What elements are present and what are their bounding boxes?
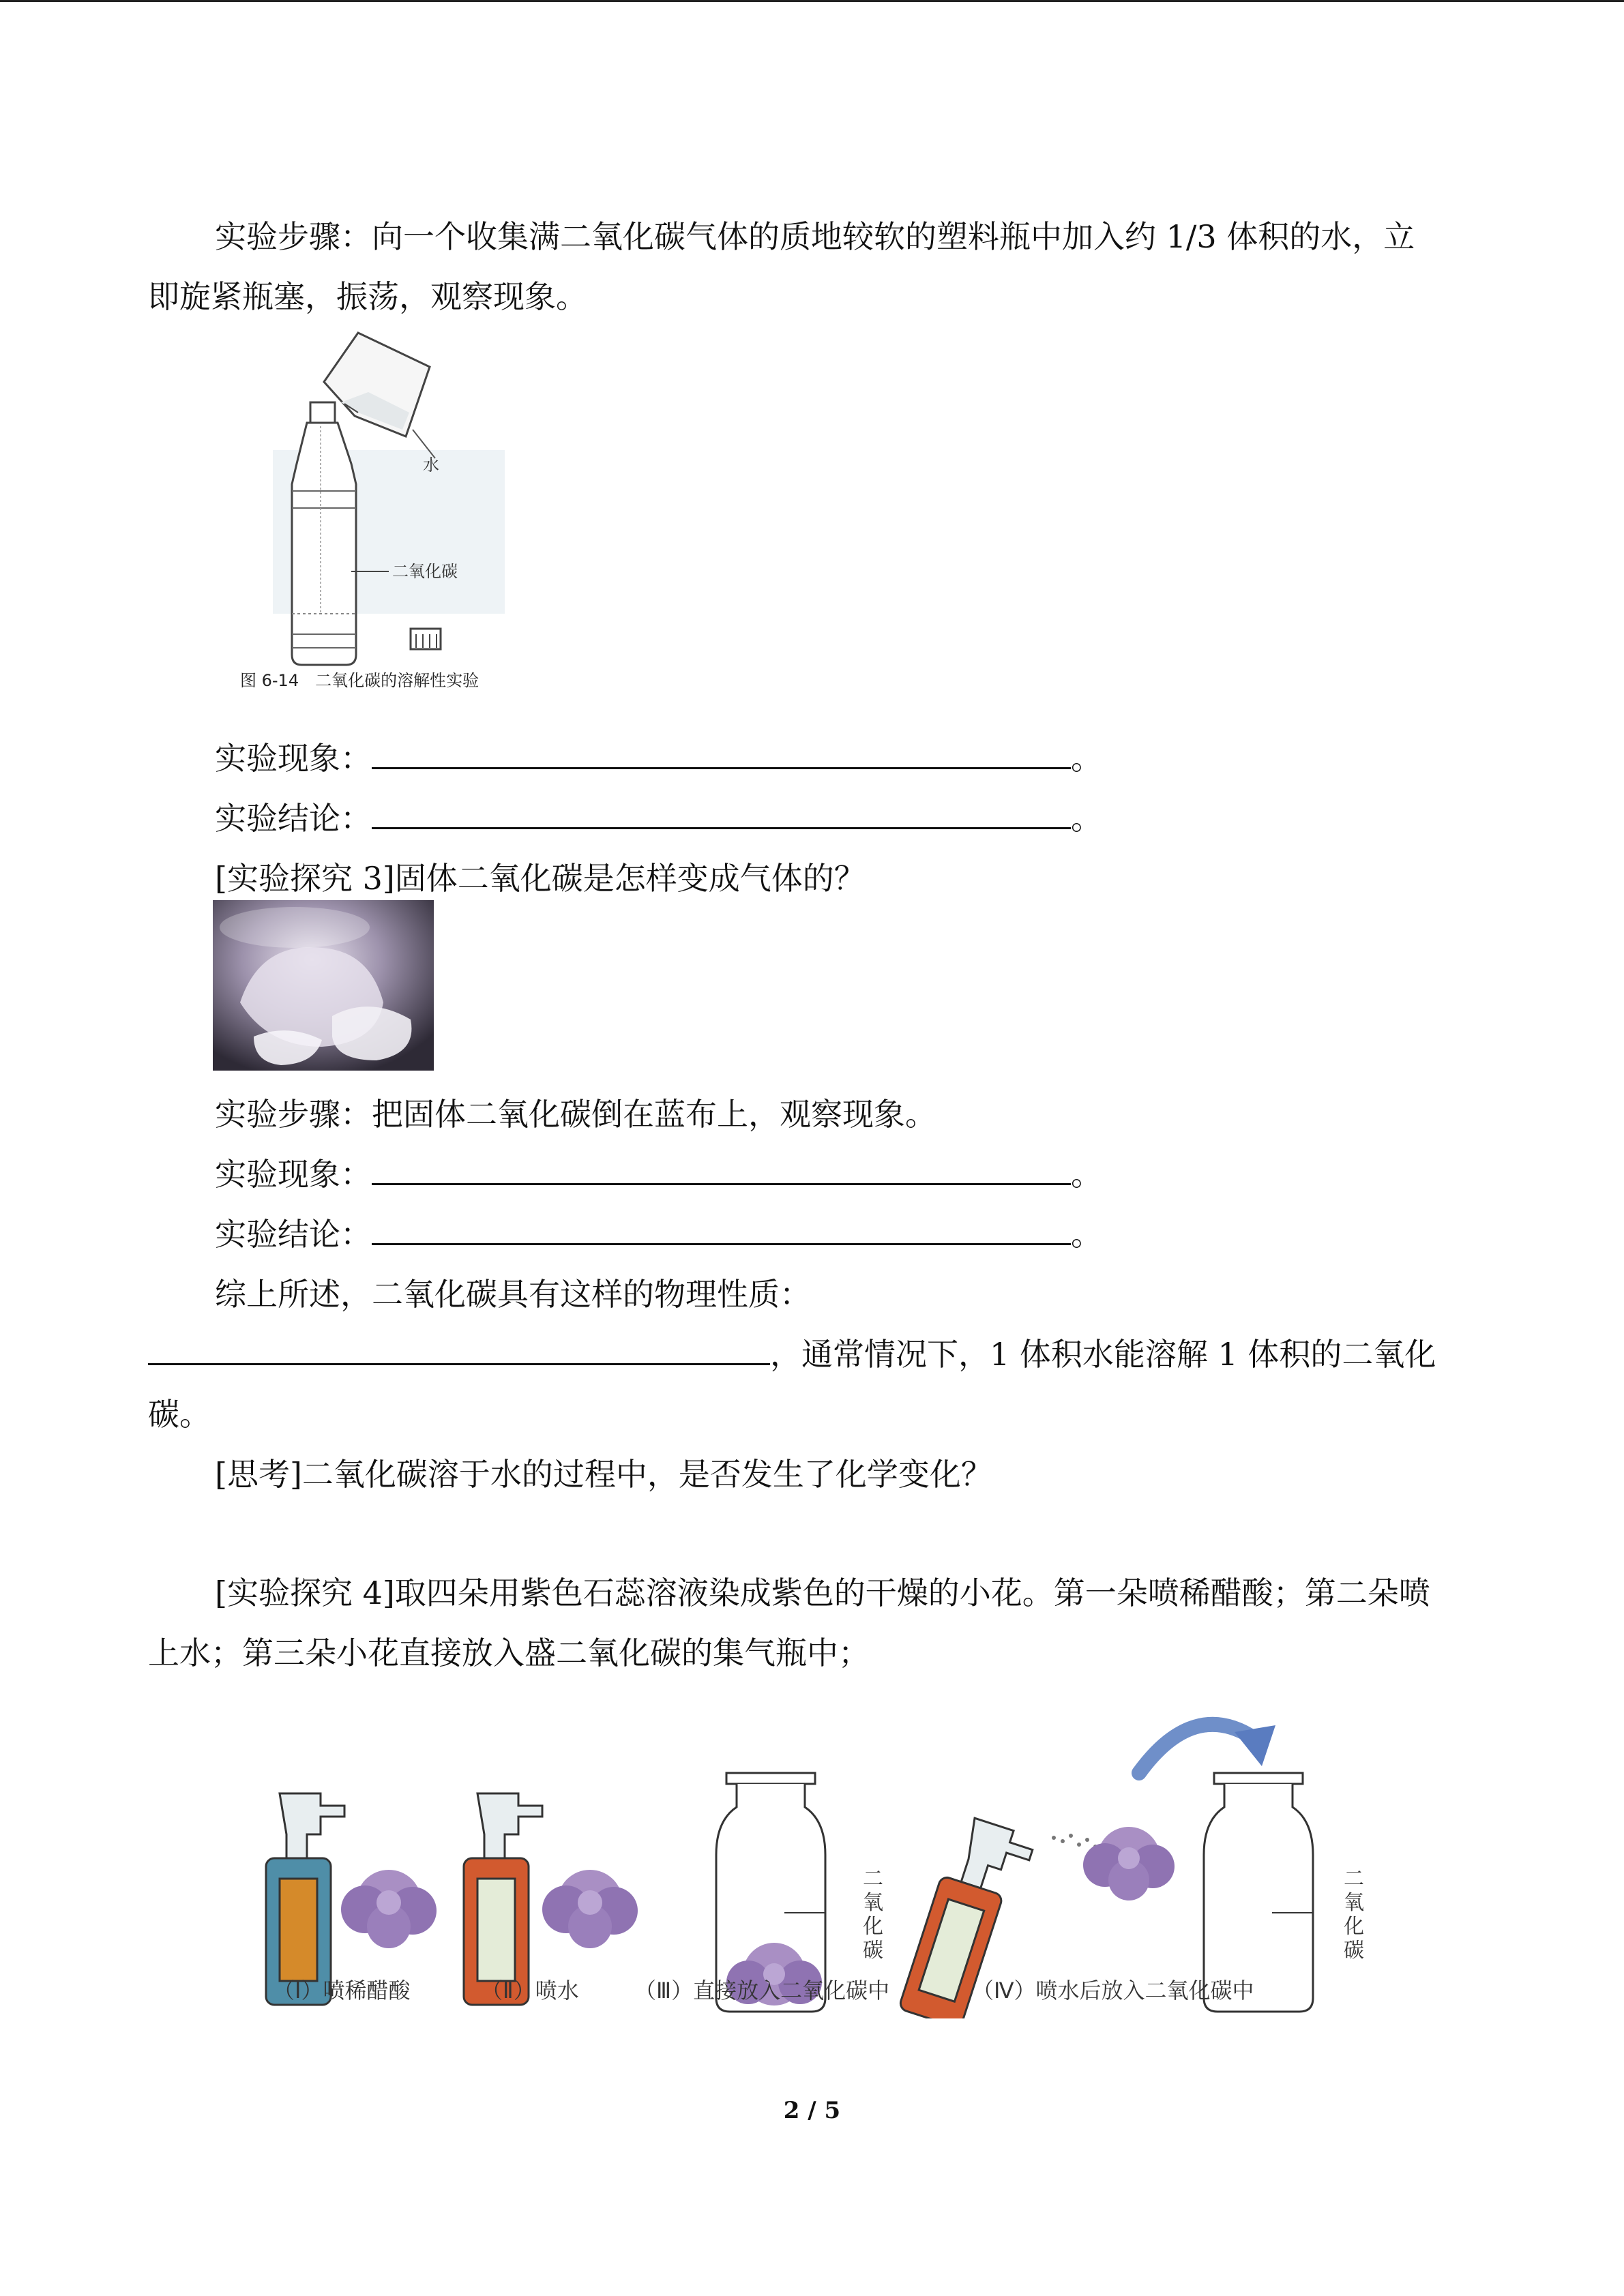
bottle-icon (292, 402, 356, 665)
conclusion-1-blank[interactable] (372, 797, 1071, 829)
observation-2 (215, 1144, 1102, 1204)
spray-bottle-water-icon (464, 1793, 542, 2005)
gas-jar-2-icon (1204, 1773, 1313, 2012)
step-bottle-line1: 实验步骤：向一个收集满二氧化碳气体的质地较软的塑料瓶中加入约 1/3 体积的水，立 (215, 218, 1415, 255)
observation-2-label: 实验现象： (215, 1156, 372, 1193)
bottle-cap-icon (411, 629, 441, 649)
conclusion-2 (215, 1204, 1102, 1264)
summary-blank[interactable] (148, 1333, 770, 1365)
jar-2-label (1344, 1867, 1364, 1963)
jar-1-label (863, 1867, 883, 1963)
page-number: 2 / 5 (783, 2097, 841, 2124)
spray-bottle-acid-icon (266, 1793, 344, 2005)
water-label: 水 (423, 456, 439, 475)
explore4-line1: [实验探究 4]取四朵用紫色石蕊溶液染成紫色的干燥的小花。第一朵喷稀醋酸；第二朵喷 (215, 1575, 1430, 1611)
observation-1-label: 实验现象： (215, 740, 372, 777)
curved-arrow-icon (1139, 1725, 1275, 1773)
explore3-heading: [实验探究 3]固体二氧化碳是怎样变成气体的？ (215, 860, 866, 897)
flower-1-icon (341, 1870, 437, 1948)
explore4-line2: 上水；第三朵小花直接放入盛二氧化碳的集气瓶中； (148, 1635, 870, 1671)
svg-text:化: 化 (1344, 1915, 1364, 1939)
flower-2-icon (542, 1870, 638, 1948)
step-dry-ice: 实验步骤：把固体二氧化碳倒在蓝布上，观察现象。 (215, 1096, 936, 1133)
svg-text:二: 二 (863, 1867, 883, 1891)
figure-caption: 图 6-14 二氧化碳的溶解性实验 (240, 671, 479, 690)
observation-1-end: 。 (1071, 740, 1102, 777)
summary-line2-text: ，通常情况下，1 体积水能溶解 1 体积的二氧化 (770, 1336, 1436, 1373)
conclusion-2-end: 。 (1071, 1216, 1102, 1253)
conclusion-2-label: 实验结论： (215, 1216, 372, 1253)
flower-4-icon (1083, 1827, 1175, 1900)
observation-2-blank[interactable] (372, 1153, 1071, 1185)
conclusion-2-blank[interactable] (372, 1213, 1071, 1245)
co2-label: 二氧化碳 (392, 562, 458, 581)
observation-1 (215, 728, 1102, 788)
caption-panel-1: （Ⅰ）喷稀醋酸 (273, 1978, 411, 2003)
conclusion-1-label: 实验结论： (215, 800, 372, 837)
think-question: [思考]二氧化碳溶于水的过程中，是否发生了化学变化？ (215, 1456, 992, 1493)
svg-text:碳: 碳 (1344, 1939, 1364, 1963)
conclusion-1-end: 。 (1071, 800, 1102, 837)
svg-text:化: 化 (863, 1915, 883, 1939)
observation-2-end: 。 (1071, 1156, 1102, 1193)
figure-four-flowers (252, 1684, 1391, 2018)
top-border (0, 0, 1624, 2)
svg-text:碳: 碳 (863, 1939, 883, 1963)
spray-mist-icon (1052, 1834, 1097, 1849)
svg-text:二: 二 (1344, 1867, 1364, 1891)
summary-line2 (148, 1324, 1436, 1384)
conclusion-1 (215, 788, 1102, 848)
svg-text:氧: 氧 (1344, 1891, 1364, 1915)
caption-panel-3: （Ⅲ）直接放入二氧化碳中 (634, 1978, 890, 2003)
caption-panel-4: （Ⅳ）喷水后放入二氧化碳中 (972, 1978, 1254, 2003)
summary-line1: 综上所述，二氧化碳具有这样的物理性质： (215, 1276, 811, 1313)
dry-ice-photo (213, 900, 434, 1071)
svg-text:氧: 氧 (863, 1891, 883, 1915)
observation-1-blank[interactable] (372, 737, 1071, 769)
step-bottle-line2: 即旋紧瓶塞，振荡，观察现象。 (148, 278, 587, 315)
figure-co2-solubility (232, 327, 532, 696)
summary-line3: 碳。 (148, 1396, 211, 1433)
caption-panel-2: （Ⅱ）喷水 (481, 1978, 579, 2003)
